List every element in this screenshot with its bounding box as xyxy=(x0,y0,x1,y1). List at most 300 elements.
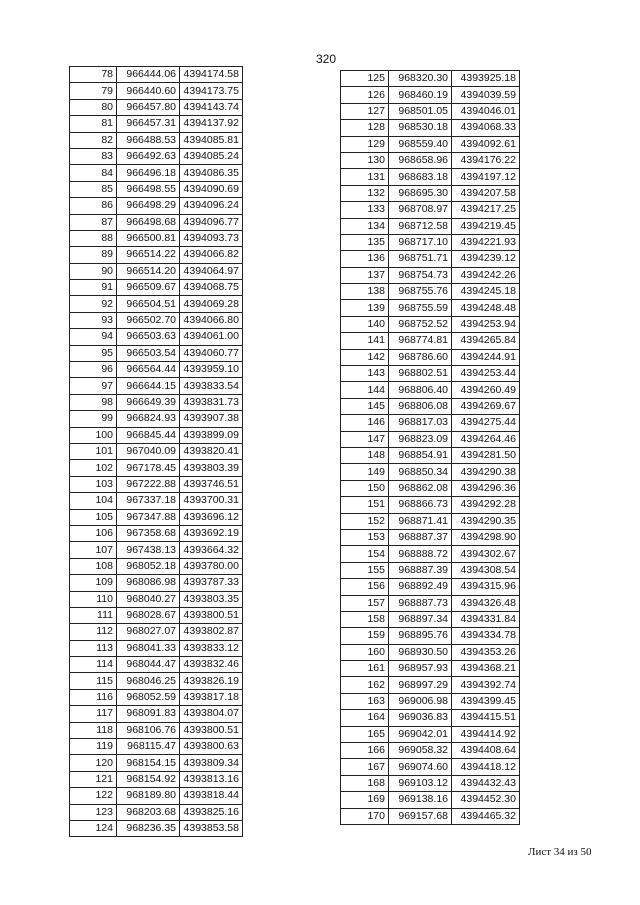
x-coordinate-cell: 966488.53 xyxy=(117,132,180,148)
table-row xyxy=(70,263,243,279)
x-coordinate-cell: 968802.51 xyxy=(389,366,452,382)
y-coordinate-cell: 4393831.73 xyxy=(180,394,243,410)
y-coordinate-cell: 4393664.32 xyxy=(180,542,243,558)
point-number-cell: 121 xyxy=(70,771,117,787)
y-coordinate-cell: 4394064.97 xyxy=(180,263,243,279)
y-coordinate-cell: 4393804.07 xyxy=(180,706,243,722)
x-coordinate-cell: 968683.18 xyxy=(389,169,452,185)
x-coordinate-cell: 968755.59 xyxy=(389,300,452,316)
x-coordinate-cell: 968806.40 xyxy=(389,382,452,398)
x-coordinate-cell: 968895.76 xyxy=(389,628,452,644)
x-coordinate-cell: 969042.01 xyxy=(389,726,452,742)
x-coordinate-cell: 966514.22 xyxy=(117,247,180,263)
y-coordinate-cell: 4393802.87 xyxy=(180,624,243,640)
table-row xyxy=(341,513,520,529)
table-row xyxy=(70,296,243,312)
table-row xyxy=(341,300,520,316)
point-number-cell: 81 xyxy=(70,116,117,132)
x-coordinate-cell: 968817.03 xyxy=(389,415,452,431)
y-coordinate-cell: 4394217.25 xyxy=(452,202,520,218)
y-coordinate-cell: 4394269.67 xyxy=(452,398,520,414)
y-coordinate-cell: 4393818.44 xyxy=(180,788,243,804)
table-row xyxy=(70,755,243,771)
x-coordinate-cell: 966498.68 xyxy=(117,214,180,230)
x-coordinate-cell: 968957.93 xyxy=(389,661,452,677)
y-coordinate-cell: 4394308.54 xyxy=(452,562,520,578)
y-coordinate-cell: 4393787.33 xyxy=(180,575,243,591)
x-coordinate-cell: 968189.80 xyxy=(117,788,180,804)
x-coordinate-cell: 968695.30 xyxy=(389,185,452,201)
x-coordinate-cell: 968823.09 xyxy=(389,431,452,447)
point-number-cell: 86 xyxy=(70,198,117,214)
table-row xyxy=(70,312,243,328)
y-coordinate-cell: 4393813.16 xyxy=(180,771,243,787)
point-number-cell: 108 xyxy=(70,558,117,574)
table-row xyxy=(341,169,520,185)
table-row xyxy=(341,644,520,660)
x-coordinate-cell: 968897.34 xyxy=(389,611,452,627)
y-coordinate-cell: 4394292.28 xyxy=(452,497,520,513)
y-coordinate-cell: 4394239.12 xyxy=(452,251,520,267)
point-number-cell: 116 xyxy=(70,689,117,705)
coordinates-table-left-body xyxy=(70,67,243,837)
table-row xyxy=(70,443,243,459)
y-coordinate-cell: 4393809.34 xyxy=(180,755,243,771)
y-coordinate-cell: 4394326.48 xyxy=(452,595,520,611)
y-coordinate-cell: 4394090.69 xyxy=(180,181,243,197)
x-coordinate-cell: 966845.44 xyxy=(117,427,180,443)
coordinates-table-left xyxy=(69,66,243,837)
y-coordinate-cell: 4393959.10 xyxy=(180,362,243,378)
y-coordinate-cell: 4394096.24 xyxy=(180,198,243,214)
table-row xyxy=(70,460,243,476)
table-row xyxy=(341,284,520,300)
x-coordinate-cell: 968091.83 xyxy=(117,706,180,722)
x-coordinate-cell: 968717.10 xyxy=(389,234,452,250)
y-coordinate-cell: 4393692.19 xyxy=(180,525,243,541)
point-number-cell: 168 xyxy=(341,775,389,791)
point-number-cell: 82 xyxy=(70,132,117,148)
y-coordinate-cell: 4394408.64 xyxy=(452,743,520,759)
point-number-cell: 106 xyxy=(70,525,117,541)
y-coordinate-cell: 4394298.90 xyxy=(452,529,520,545)
x-coordinate-cell: 968774.81 xyxy=(389,333,452,349)
y-coordinate-cell: 4393826.19 xyxy=(180,673,243,689)
x-coordinate-cell: 968460.19 xyxy=(389,87,452,103)
table-row xyxy=(341,103,520,119)
table-row xyxy=(341,152,520,168)
coordinates-table-right xyxy=(340,70,520,825)
table-row xyxy=(341,349,520,365)
table-row xyxy=(70,181,243,197)
table-row xyxy=(341,333,520,349)
table-row xyxy=(341,185,520,201)
table-row xyxy=(70,525,243,541)
point-number-cell: 103 xyxy=(70,476,117,492)
x-coordinate-cell: 968866.73 xyxy=(389,497,452,513)
table-row xyxy=(70,345,243,361)
table-row xyxy=(341,480,520,496)
y-coordinate-cell: 4393925.18 xyxy=(452,71,520,87)
y-coordinate-cell: 4394452.30 xyxy=(452,792,520,808)
point-number-cell: 80 xyxy=(70,99,117,115)
table-row xyxy=(341,136,520,152)
y-coordinate-cell: 4394086.35 xyxy=(180,165,243,181)
y-coordinate-cell: 4393825.16 xyxy=(180,804,243,820)
x-coordinate-cell: 968320.30 xyxy=(389,71,452,87)
x-coordinate-cell: 968086.98 xyxy=(117,575,180,591)
x-coordinate-cell: 968501.05 xyxy=(389,103,452,119)
point-number-cell: 158 xyxy=(341,611,389,627)
point-number-cell: 134 xyxy=(341,218,389,234)
x-coordinate-cell: 969074.60 xyxy=(389,759,452,775)
point-number-cell: 128 xyxy=(341,120,389,136)
point-number-cell: 132 xyxy=(341,185,389,201)
point-number-cell: 169 xyxy=(341,792,389,808)
y-coordinate-cell: 4394143.74 xyxy=(180,99,243,115)
table-row xyxy=(70,132,243,148)
x-coordinate-cell: 968708.97 xyxy=(389,202,452,218)
point-number-cell: 152 xyxy=(341,513,389,529)
table-row xyxy=(70,83,243,99)
point-number-cell: 127 xyxy=(341,103,389,119)
table-row xyxy=(70,230,243,246)
x-coordinate-cell: 968046.25 xyxy=(117,673,180,689)
table-row xyxy=(70,476,243,492)
x-coordinate-cell: 968754.73 xyxy=(389,267,452,283)
x-coordinate-cell: 968755.76 xyxy=(389,284,452,300)
point-number-cell: 160 xyxy=(341,644,389,660)
table-row xyxy=(70,591,243,607)
table-row xyxy=(341,595,520,611)
x-coordinate-cell: 966649.39 xyxy=(117,394,180,410)
point-number-cell: 118 xyxy=(70,722,117,738)
point-number-cell: 149 xyxy=(341,464,389,480)
point-number-cell: 114 xyxy=(70,657,117,673)
point-number-cell: 137 xyxy=(341,267,389,283)
y-coordinate-cell: 4394281.50 xyxy=(452,447,520,463)
y-coordinate-cell: 4393832.46 xyxy=(180,657,243,673)
table-row xyxy=(341,267,520,283)
y-coordinate-cell: 4394096.77 xyxy=(180,214,243,230)
y-coordinate-cell: 4393780.00 xyxy=(180,558,243,574)
y-coordinate-cell: 4394061.00 xyxy=(180,329,243,345)
point-number-cell: 165 xyxy=(341,726,389,742)
point-number-cell: 83 xyxy=(70,148,117,164)
point-number-cell: 140 xyxy=(341,316,389,332)
table-row xyxy=(70,148,243,164)
table-row xyxy=(70,198,243,214)
table-row xyxy=(341,398,520,414)
table-row xyxy=(70,329,243,345)
point-number-cell: 167 xyxy=(341,759,389,775)
table-row xyxy=(70,99,243,115)
y-coordinate-cell: 4394046.01 xyxy=(452,103,520,119)
x-coordinate-cell: 968892.49 xyxy=(389,579,452,595)
point-number-cell: 90 xyxy=(70,263,117,279)
point-number-cell: 97 xyxy=(70,378,117,394)
table-row xyxy=(341,431,520,447)
point-number-cell: 131 xyxy=(341,169,389,185)
y-coordinate-cell: 4394315.96 xyxy=(452,579,520,595)
table-row xyxy=(341,251,520,267)
point-number-cell: 98 xyxy=(70,394,117,410)
y-coordinate-cell: 4394248.48 xyxy=(452,300,520,316)
point-number-cell: 107 xyxy=(70,542,117,558)
table-row xyxy=(70,378,243,394)
y-coordinate-cell: 4394290.35 xyxy=(452,513,520,529)
x-coordinate-cell: 967337.18 xyxy=(117,493,180,509)
x-coordinate-cell: 966502.70 xyxy=(117,312,180,328)
table-row xyxy=(341,792,520,808)
table-row xyxy=(341,87,520,103)
table-row xyxy=(70,804,243,820)
table-row xyxy=(341,759,520,775)
point-number-cell: 163 xyxy=(341,693,389,709)
point-number-cell: 113 xyxy=(70,640,117,656)
table-row xyxy=(341,775,520,791)
table-row xyxy=(70,280,243,296)
y-coordinate-cell: 4394368.21 xyxy=(452,661,520,677)
x-coordinate-cell: 967438.13 xyxy=(117,542,180,558)
table-row xyxy=(341,611,520,627)
table-row xyxy=(70,722,243,738)
point-number-cell: 85 xyxy=(70,181,117,197)
x-coordinate-cell: 968930.50 xyxy=(389,644,452,660)
table-row xyxy=(70,509,243,525)
x-coordinate-cell: 968752.52 xyxy=(389,316,452,332)
x-coordinate-cell: 968154.15 xyxy=(117,755,180,771)
y-coordinate-cell: 4394334.78 xyxy=(452,628,520,644)
point-number-cell: 138 xyxy=(341,284,389,300)
point-number-cell: 150 xyxy=(341,480,389,496)
x-coordinate-cell: 966457.31 xyxy=(117,116,180,132)
table-row xyxy=(341,710,520,726)
x-coordinate-cell: 969138.16 xyxy=(389,792,452,808)
y-coordinate-cell: 4394219.45 xyxy=(452,218,520,234)
x-coordinate-cell: 968751.71 xyxy=(389,251,452,267)
x-coordinate-cell: 969036.83 xyxy=(389,710,452,726)
y-coordinate-cell: 4394244.91 xyxy=(452,349,520,365)
y-coordinate-cell: 4393800.63 xyxy=(180,739,243,755)
y-coordinate-cell: 4394260.49 xyxy=(452,382,520,398)
point-number-cell: 110 xyxy=(70,591,117,607)
x-coordinate-cell: 966500.81 xyxy=(117,230,180,246)
point-number-cell: 144 xyxy=(341,382,389,398)
point-number-cell: 95 xyxy=(70,345,117,361)
point-number-cell: 141 xyxy=(341,333,389,349)
point-number-cell: 115 xyxy=(70,673,117,689)
y-coordinate-cell: 4394302.67 xyxy=(452,546,520,562)
x-coordinate-cell: 968040.27 xyxy=(117,591,180,607)
x-coordinate-cell: 968052.18 xyxy=(117,558,180,574)
table-row xyxy=(341,366,520,382)
y-coordinate-cell: 4393817.18 xyxy=(180,689,243,705)
table-row xyxy=(341,726,520,742)
x-coordinate-cell: 967178.45 xyxy=(117,460,180,476)
y-coordinate-cell: 4394060.77 xyxy=(180,345,243,361)
table-row xyxy=(341,661,520,677)
point-number-cell: 139 xyxy=(341,300,389,316)
x-coordinate-cell: 968530.18 xyxy=(389,120,452,136)
table-row xyxy=(70,493,243,509)
y-coordinate-cell: 4394093.73 xyxy=(180,230,243,246)
x-coordinate-cell: 968887.39 xyxy=(389,562,452,578)
point-number-cell: 135 xyxy=(341,234,389,250)
point-number-cell: 112 xyxy=(70,624,117,640)
table-row xyxy=(341,546,520,562)
y-coordinate-cell: 4393803.35 xyxy=(180,591,243,607)
y-coordinate-cell: 4394290.38 xyxy=(452,464,520,480)
y-coordinate-cell: 4393803.39 xyxy=(180,460,243,476)
x-coordinate-cell: 966514.20 xyxy=(117,263,180,279)
y-coordinate-cell: 4394399.45 xyxy=(452,693,520,709)
x-coordinate-cell: 968154.92 xyxy=(117,771,180,787)
point-number-cell: 78 xyxy=(70,67,117,83)
x-coordinate-cell: 969103.12 xyxy=(389,775,452,791)
table-row xyxy=(341,693,520,709)
x-coordinate-cell: 966440.60 xyxy=(117,83,180,99)
point-number-cell: 91 xyxy=(70,280,117,296)
y-coordinate-cell: 4394392.74 xyxy=(452,677,520,693)
y-coordinate-cell: 4394137.92 xyxy=(180,116,243,132)
table-row xyxy=(341,628,520,644)
x-coordinate-cell: 966509.67 xyxy=(117,280,180,296)
x-coordinate-cell: 968888.72 xyxy=(389,546,452,562)
y-coordinate-cell: 4394253.94 xyxy=(452,316,520,332)
table-row xyxy=(70,542,243,558)
x-coordinate-cell: 968236.35 xyxy=(117,820,180,836)
page-number: 320 xyxy=(316,52,337,66)
y-coordinate-cell: 4394415.51 xyxy=(452,710,520,726)
point-number-cell: 111 xyxy=(70,607,117,623)
table-row xyxy=(70,165,243,181)
y-coordinate-cell: 4394414.92 xyxy=(452,726,520,742)
point-number-cell: 153 xyxy=(341,529,389,545)
y-coordinate-cell: 4393746.51 xyxy=(180,476,243,492)
y-coordinate-cell: 4394066.80 xyxy=(180,312,243,328)
table-row xyxy=(341,677,520,693)
y-coordinate-cell: 4394173.75 xyxy=(180,83,243,99)
y-coordinate-cell: 4394353.26 xyxy=(452,644,520,660)
table-row xyxy=(70,706,243,722)
table-row xyxy=(341,447,520,463)
x-coordinate-cell: 969006.98 xyxy=(389,693,452,709)
x-coordinate-cell: 966644.15 xyxy=(117,378,180,394)
y-coordinate-cell: 4394245.18 xyxy=(452,284,520,300)
table-row xyxy=(341,497,520,513)
table-row xyxy=(70,788,243,804)
point-number-cell: 146 xyxy=(341,415,389,431)
point-number-cell: 142 xyxy=(341,349,389,365)
point-number-cell: 162 xyxy=(341,677,389,693)
x-coordinate-cell: 969058.32 xyxy=(389,743,452,759)
point-number-cell: 151 xyxy=(341,497,389,513)
table-row xyxy=(341,562,520,578)
table-row xyxy=(70,427,243,443)
y-coordinate-cell: 4394068.75 xyxy=(180,280,243,296)
table-row xyxy=(70,624,243,640)
y-coordinate-cell: 4394069.28 xyxy=(180,296,243,312)
point-number-cell: 104 xyxy=(70,493,117,509)
table-row xyxy=(341,234,520,250)
x-coordinate-cell: 966564.44 xyxy=(117,362,180,378)
table-row xyxy=(341,464,520,480)
sheet-footer: Лист 34 из 50 xyxy=(528,846,592,858)
x-coordinate-cell: 968658.96 xyxy=(389,152,452,168)
point-number-cell: 133 xyxy=(341,202,389,218)
x-coordinate-cell: 966498.29 xyxy=(117,198,180,214)
y-coordinate-cell: 4393853.58 xyxy=(180,820,243,836)
point-number-cell: 166 xyxy=(341,743,389,759)
point-number-cell: 109 xyxy=(70,575,117,591)
table-row xyxy=(70,657,243,673)
point-number-cell: 130 xyxy=(341,152,389,168)
y-coordinate-cell: 4394465.32 xyxy=(452,808,520,824)
x-coordinate-cell: 966503.63 xyxy=(117,329,180,345)
x-coordinate-cell: 966503.54 xyxy=(117,345,180,361)
y-coordinate-cell: 4394066.82 xyxy=(180,247,243,263)
point-number-cell: 88 xyxy=(70,230,117,246)
table-row xyxy=(341,382,520,398)
y-coordinate-cell: 4393800.51 xyxy=(180,722,243,738)
point-number-cell: 147 xyxy=(341,431,389,447)
table-row xyxy=(70,607,243,623)
point-number-cell: 154 xyxy=(341,546,389,562)
x-coordinate-cell: 967358.68 xyxy=(117,525,180,541)
table-row xyxy=(341,579,520,595)
point-number-cell: 157 xyxy=(341,595,389,611)
x-coordinate-cell: 967222.88 xyxy=(117,476,180,492)
table-row xyxy=(341,120,520,136)
y-coordinate-cell: 4393820.41 xyxy=(180,443,243,459)
table-row xyxy=(341,743,520,759)
x-coordinate-cell: 968028.67 xyxy=(117,607,180,623)
x-coordinate-cell: 968887.73 xyxy=(389,595,452,611)
table-row xyxy=(70,820,243,836)
x-coordinate-cell: 966824.93 xyxy=(117,411,180,427)
x-coordinate-cell: 968041.33 xyxy=(117,640,180,656)
point-number-cell: 99 xyxy=(70,411,117,427)
table-row xyxy=(70,214,243,230)
point-number-cell: 155 xyxy=(341,562,389,578)
point-number-cell: 145 xyxy=(341,398,389,414)
x-coordinate-cell: 968712.58 xyxy=(389,218,452,234)
x-coordinate-cell: 966498.55 xyxy=(117,181,180,197)
x-coordinate-cell: 968850.34 xyxy=(389,464,452,480)
y-coordinate-cell: 4394331.84 xyxy=(452,611,520,627)
y-coordinate-cell: 4394207.58 xyxy=(452,185,520,201)
x-coordinate-cell: 968806.08 xyxy=(389,398,452,414)
y-coordinate-cell: 4394253.44 xyxy=(452,366,520,382)
point-number-cell: 87 xyxy=(70,214,117,230)
x-coordinate-cell: 968854.91 xyxy=(389,447,452,463)
table-row xyxy=(341,529,520,545)
point-number-cell: 125 xyxy=(341,71,389,87)
y-coordinate-cell: 4393899.09 xyxy=(180,427,243,443)
x-coordinate-cell: 968115.47 xyxy=(117,739,180,755)
table-row xyxy=(70,575,243,591)
point-number-cell: 84 xyxy=(70,165,117,181)
point-number-cell: 101 xyxy=(70,443,117,459)
x-coordinate-cell: 966504.51 xyxy=(117,296,180,312)
point-number-cell: 143 xyxy=(341,366,389,382)
table-row xyxy=(70,739,243,755)
y-coordinate-cell: 4394197.12 xyxy=(452,169,520,185)
point-number-cell: 126 xyxy=(341,87,389,103)
point-number-cell: 120 xyxy=(70,755,117,771)
point-number-cell: 156 xyxy=(341,579,389,595)
